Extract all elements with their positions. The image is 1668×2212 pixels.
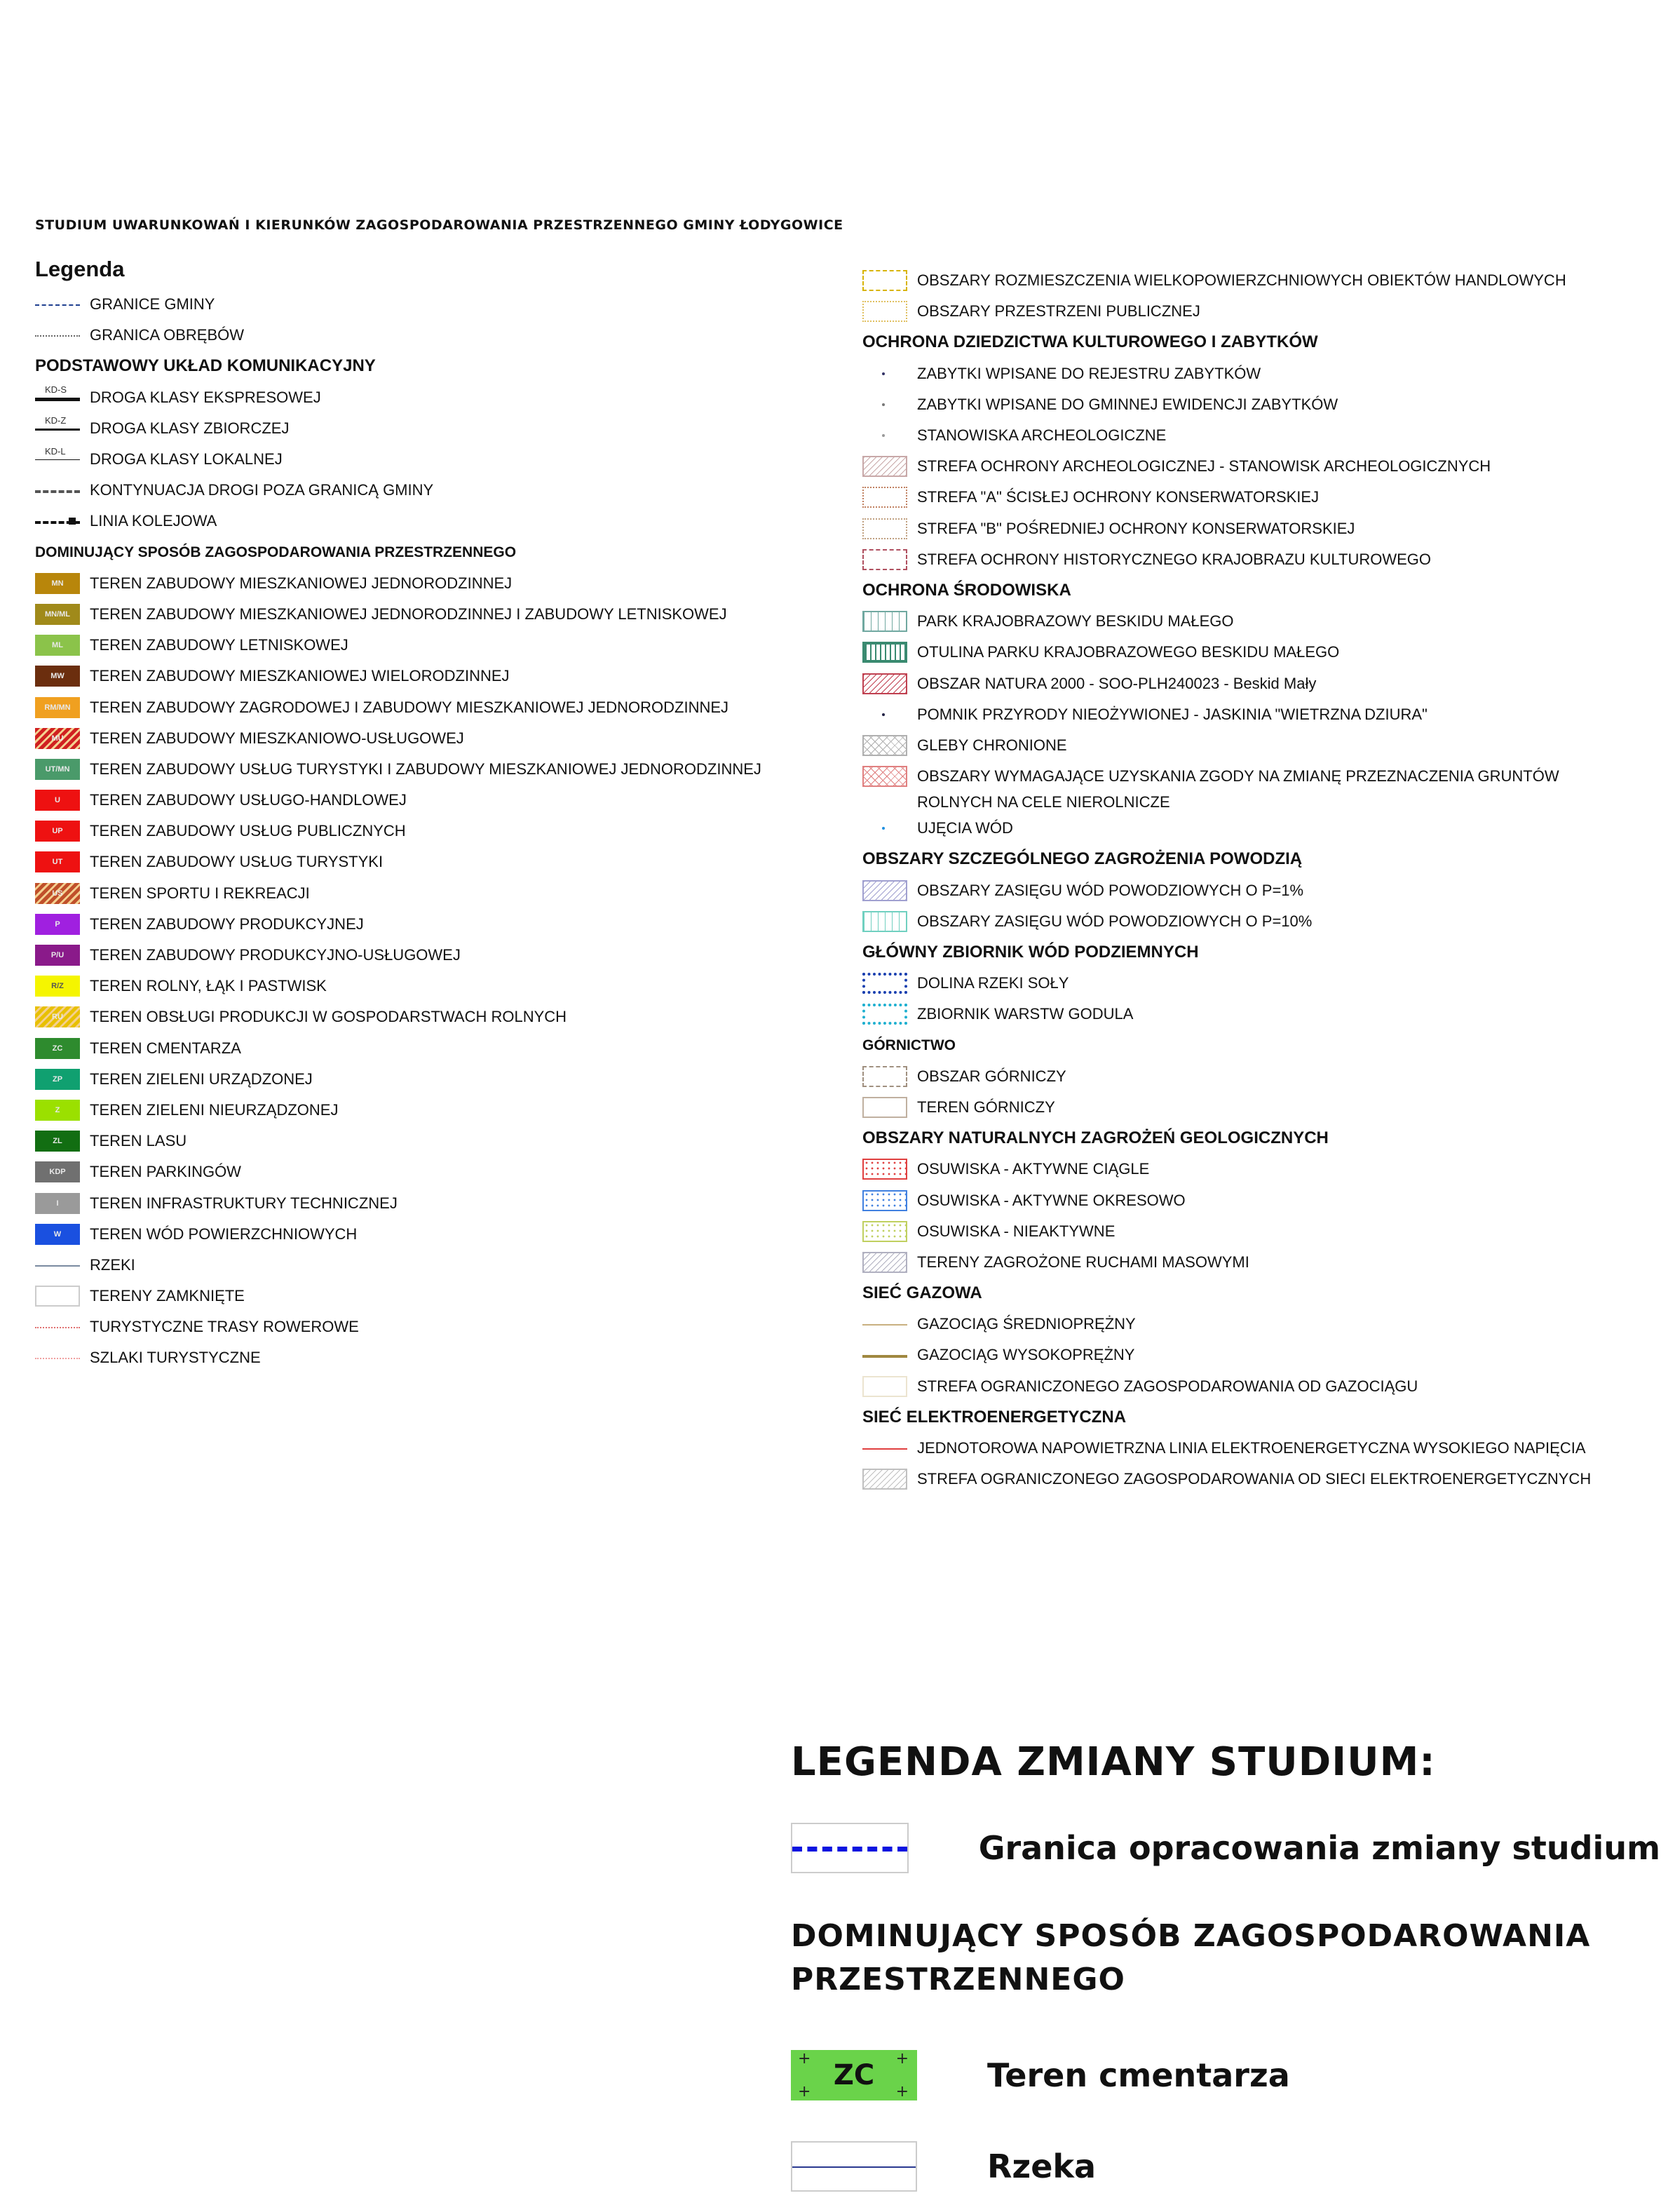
section-heading-landuse: DOMINUJĄCY SPOSÓB ZAGOSPODAROWANIA PRZESTRZENNEGO	[35, 544, 517, 560]
landuse-code: ML	[52, 641, 63, 650]
legend-item-landuse	[35, 1187, 841, 1218]
legend-item-label: STREFA OGRANICZONEGO ZAGOSPODAROWANIA OD SIECI ELEKTROENERGETYCZNYCH	[917, 1470, 1592, 1488]
legend-item-label: STREFA "B" POŚREDNIEJ OCHRONY KONSERWATORSKIEJ	[917, 519, 1355, 537]
change-river-row	[791, 2121, 1660, 2212]
landuse-swatch	[35, 790, 80, 811]
legend-item	[862, 1247, 1662, 1278]
legend-swatch	[862, 1252, 907, 1273]
legend-swatch	[35, 325, 80, 346]
legend-item	[862, 451, 1662, 482]
legend-item-road	[35, 475, 841, 506]
legend-swatch	[862, 394, 907, 415]
legend-item-label: RZEKI	[90, 1255, 135, 1274]
legend-item-label: STREFA OGRANICZONEGO ZAGOSPODAROWANIA OD GAZOCIĄGU	[917, 1377, 1418, 1395]
landuse-code: UT	[52, 858, 63, 867]
landuse-code: W	[53, 1229, 62, 1239]
legend-item-label: OBSZARY PRZESTRZENI PUBLICZNEJ	[917, 302, 1200, 321]
section-heading: OBSZARY NATURALNYCH ZAGROŻEŃ GEOLOGICZNYCH	[862, 1128, 1329, 1148]
section-heading: SIEĆ ELEKTROENERGETYCZNA	[862, 1407, 1127, 1427]
landuse-code: ZP	[52, 1074, 63, 1084]
legend-item-label: DOLINA RZEKI SOŁY	[917, 974, 1069, 992]
landuse-swatch	[35, 883, 80, 904]
legend-item	[862, 761, 1662, 792]
legend-swatch	[35, 1286, 80, 1307]
legend-swatch	[862, 911, 907, 932]
legend-item-road	[35, 413, 841, 444]
legend-item-landuse	[35, 754, 841, 785]
legend-item-label: GAZOCIĄG ŚREDNIOPRĘŻNY	[917, 1315, 1136, 1333]
legend-swatch	[862, 363, 907, 384]
legend-item	[862, 813, 1662, 844]
landuse-swatch	[35, 1100, 80, 1121]
legend-item-road	[35, 382, 841, 413]
legend-item-label: TEREN ROLNY, ŁĄK I PASTWISK	[90, 977, 327, 995]
legend-item-label: OSUWISKA - AKTYWNE OKRESOWO	[917, 1191, 1186, 1209]
legend-item-label: OBSZAR NATURA 2000 - SOO-PLH240023 - Beskid Mały	[917, 674, 1317, 692]
legend-item-other	[35, 1250, 841, 1281]
legend-item	[862, 1340, 1662, 1370]
legend-item	[862, 1309, 1662, 1340]
legend-swatch	[862, 1097, 907, 1118]
section-heading: OCHRONA DZIEDZICTWA KULTUROWEGO I ZABYTKÓW	[862, 332, 1318, 352]
legend-item	[862, 1216, 1662, 1247]
plus-icon: +	[895, 2050, 909, 2068]
road-swatch	[35, 480, 80, 501]
landuse-code: ZC	[52, 1044, 63, 1053]
legend-item-landuse	[35, 568, 841, 599]
legend-item-label: UJĘCIA WÓD	[917, 819, 1013, 837]
cemetery-label: Teren cmentarza	[987, 2056, 1290, 2094]
section-heading: GÓRNICTWO	[862, 1037, 956, 1053]
legend-item-landuse	[35, 692, 841, 722]
road-code: KD-S	[45, 384, 67, 395]
legend-item-label: STREFA OCHRONY ARCHEOLOGICZNEJ - STANOWISK ARCHEOLOGICZNYCH	[917, 457, 1491, 476]
legend-item-label: OBSZARY ZASIĘGU WÓD POWODZIOWYCH O P=1%	[917, 881, 1304, 899]
legend-item	[862, 606, 1662, 637]
legend-swatch	[862, 1314, 907, 1335]
landuse-swatch	[35, 821, 80, 842]
landuse-swatch	[35, 666, 80, 687]
legend-item-label: TEREN ZABUDOWY LETNISKOWEJ	[90, 636, 348, 654]
legend-item	[862, 1154, 1662, 1185]
legend-item-label: TEREN SPORTU I REKREACJI	[90, 884, 310, 902]
legend-item	[862, 420, 1662, 451]
legend-item-label: OTULINA PARKU KRAJOBRAZOWEGO BESKIDU MAŁEGO	[917, 643, 1340, 661]
legend-item-road	[35, 444, 841, 475]
legend-swatch	[862, 425, 907, 446]
legend-swatch	[862, 704, 907, 725]
legend-item-label: DROGA KLASY LOKALNEJ	[90, 450, 283, 468]
legend-item-label: TEREN OBSŁUGI PRODUKCJI W GOSPODARSTWACH ROLNYCH	[90, 1008, 567, 1026]
legend-item-landuse	[35, 661, 841, 692]
legend-item-label: TEREN ZABUDOWY PRODUKCYJNEJ	[90, 915, 364, 933]
landuse-swatch	[35, 1161, 80, 1182]
legend-swatch	[862, 1469, 907, 1490]
legend-item-label: OBSZARY ROZMIESZCZENIA WIELKOPOWIERZCHNIOWYCH OBIEKTÓW HANDLOWYCH	[917, 271, 1566, 290]
legend-item-label: TEREN INFRASTRUKTURY TECHNICZNEJ	[90, 1194, 398, 1212]
legend-swatch	[862, 735, 907, 756]
legend-item-landuse	[35, 1219, 841, 1250]
landuse-swatch	[35, 976, 80, 997]
legend-swatch	[862, 270, 907, 291]
legend-item	[862, 906, 1662, 937]
legend-item-label: TERENY ZAMKNIĘTE	[90, 1287, 245, 1305]
landuse-swatch	[35, 635, 80, 656]
legend-item-label: OBSZARY WYMAGAJĄCE UZYSKANIA ZGODY NA ZMIANĘ PRZEZNACZENIA GRUNTÓW	[917, 767, 1559, 785]
legend-swatch	[862, 880, 907, 901]
legend-item-label: LINIA KOLEJOWA	[90, 512, 217, 530]
legend-left-column	[35, 254, 841, 1374]
legend-item-label: OSUWISKA - AKTYWNE CIĄGLE	[917, 1160, 1150, 1178]
legend-item-label: TEREN ZABUDOWY MIESZKANIOWEJ JEDNORODZINNEJ	[90, 574, 513, 592]
legend-swatch	[35, 1347, 80, 1368]
cemetery-code: ZC	[833, 2059, 875, 2091]
road-swatch	[35, 511, 80, 532]
legend-item-label: TEREN LASU	[90, 1132, 187, 1150]
landuse-code: ZL	[53, 1137, 62, 1146]
landuse-swatch	[35, 697, 80, 718]
legend-item-label: GRANICE GMINY	[90, 295, 215, 313]
landuse-code: UP	[52, 827, 63, 836]
legend-item-label: ROLNYCH NA CELE NIEROLNICZE	[917, 793, 1170, 811]
legend-swatch	[35, 1255, 80, 1276]
change-legend	[791, 1739, 1660, 2212]
legend-item-landuse	[35, 909, 841, 940]
legend-item-landuse	[35, 1033, 841, 1064]
landuse-code: P/U	[50, 951, 65, 960]
road-code: KD-L	[45, 446, 66, 457]
legend-item-label: JEDNOTOROWA NAPOWIETRZNA LINIA ELEKTROENERGETYCZNA WYSOKIEGO NAPIĘCIA	[917, 1439, 1586, 1457]
legend-item	[862, 1433, 1662, 1464]
section-heading-transport: PODSTAWOWY UKŁAD KOMUNIKACYJNY	[35, 356, 376, 376]
landuse-code: Z	[55, 1105, 60, 1114]
legend-swatch	[862, 673, 907, 694]
legend-swatch	[862, 1190, 907, 1211]
landuse-code: U	[55, 796, 60, 805]
legend-item-label: PARK KRAJOBRAZOWY BESKIDU MAŁEGO	[917, 612, 1234, 630]
legend-item	[862, 999, 1662, 1030]
legend-swatch	[862, 766, 907, 787]
section-heading: GŁÓWNY ZBIORNIK WÓD PODZIEMNYCH	[862, 942, 1199, 962]
landuse-code: UT/MN	[45, 764, 70, 774]
legend-swatch	[862, 456, 907, 477]
legend-item-label: TEREN WÓD POWIERZCHNIOWYCH	[90, 1225, 358, 1243]
landuse-swatch	[35, 851, 80, 872]
legend-item-landuse	[35, 1156, 841, 1187]
legend-swatch	[862, 1221, 907, 1242]
legend-swatch	[862, 611, 907, 632]
legend-item-landuse	[35, 878, 841, 909]
plus-icon: +	[798, 2050, 811, 2068]
legend-item-other	[35, 1342, 841, 1373]
legend-swatch	[862, 487, 907, 508]
legend-item-landuse	[35, 1002, 841, 1032]
landuse-swatch	[35, 604, 80, 625]
legend-item-continuation	[862, 792, 1662, 813]
landuse-swatch	[35, 1006, 80, 1027]
landuse-swatch	[35, 1224, 80, 1245]
legend-swatch	[862, 1344, 907, 1365]
legend-item	[862, 389, 1662, 420]
landuse-code: RM/MN	[44, 703, 71, 712]
legend-item-landuse	[35, 971, 841, 1002]
change-boundary-row	[791, 1802, 1660, 1894]
landuse-code: US	[52, 889, 63, 898]
legend-item-label: TEREN ZIELENI URZĄDZONEJ	[90, 1070, 313, 1088]
legend-swatch	[862, 549, 907, 570]
legend-swatch	[862, 1376, 907, 1397]
legend-item-label: OBSZAR GÓRNICZY	[917, 1067, 1066, 1085]
legend-right-column	[862, 265, 1662, 1495]
legend-item	[862, 265, 1662, 296]
legend-item-landuse	[35, 1126, 841, 1156]
legend-swatch	[862, 642, 907, 663]
legend-item	[862, 1464, 1662, 1495]
cemetery-swatch	[791, 2050, 917, 2100]
landuse-code: KDP	[49, 1168, 66, 1177]
legend-item-label: STANOWISKA ARCHEOLOGICZNE	[917, 426, 1167, 445]
legend-swatch	[862, 973, 907, 994]
road-swatch	[35, 414, 80, 439]
legend-item-landuse	[35, 1064, 841, 1095]
landuse-swatch	[35, 1038, 80, 1059]
legend-item-label: SZLAKI TURYSTYCZNE	[90, 1349, 261, 1367]
legend-item-label: STREFA OCHRONY HISTORYCZNEGO KRAJOBRAZU KULTUROWEGO	[917, 550, 1432, 568]
landuse-code: P	[55, 919, 60, 929]
plus-icon: +	[798, 2083, 811, 2100]
legend-item-landuse	[35, 816, 841, 847]
legend-item-label: STREFA "A" ŚCISŁEJ OCHRONY KONSERWATORSKIEJ	[917, 488, 1320, 506]
legend-item-label: KONTYNUACJA DROGI POZA GRANICĄ GMINY	[90, 481, 434, 499]
landuse-swatch	[35, 728, 80, 749]
legend-item	[862, 358, 1662, 389]
legend-swatch	[862, 818, 907, 839]
legend-item-other	[35, 1311, 841, 1342]
legend-item-label: TEREN ZABUDOWY USŁUG TURYSTYKI I ZABUDOWY MIESZKANIOWEJ JEDNORODZINNEJ	[90, 760, 761, 778]
legend-item-boundary	[35, 320, 841, 351]
spacer	[862, 802, 907, 803]
legend-item	[862, 1061, 1662, 1092]
legend-item-label: DROGA KLASY ZBIORCZEJ	[90, 419, 290, 437]
legend-item	[862, 1185, 1662, 1215]
legend-item	[862, 296, 1662, 327]
legend-item	[862, 875, 1662, 906]
legend-swatch	[35, 294, 80, 315]
legend-item-landuse	[35, 785, 841, 816]
section-heading: SIEĆ GAZOWA	[862, 1283, 982, 1302]
legend-item-landuse	[35, 940, 841, 971]
legend-item-label: TERENY ZAGROŻONE RUCHAMI MASOWYMI	[917, 1253, 1249, 1271]
legend-item	[862, 482, 1662, 513]
landuse-swatch	[35, 1069, 80, 1090]
legend-item-label: TEREN PARKINGÓW	[90, 1163, 241, 1181]
landuse-code: MW	[50, 672, 65, 681]
legend-item	[862, 637, 1662, 668]
legend-swatch	[862, 1066, 907, 1087]
legend-item	[862, 1371, 1662, 1402]
legend-item	[862, 544, 1662, 575]
road-code: KD-Z	[45, 414, 67, 426]
legend-item-label: GAZOCIĄG WYSOKOPRĘŻNY	[917, 1346, 1135, 1364]
legend-item-label: TEREN ZABUDOWY ZAGRODOWEJ I ZABUDOWY MIESZKANIOWEJ JEDNORODZINNEJ	[90, 698, 729, 716]
legend-item-label: TEREN GÓRNICZY	[917, 1098, 1055, 1116]
legend-item-label: ZABYTKI WPISANE DO REJESTRU ZABYTKÓW	[917, 364, 1261, 382]
change-boundary-label: Granica opracowania zmiany studium	[978, 1829, 1660, 1867]
section-heading: OBSZARY SZCZEGÓLNEGO ZAGROŻENIA POWODZIĄ	[862, 849, 1303, 869]
landuse-swatch	[35, 914, 80, 935]
landuse-code: MU	[51, 734, 64, 743]
legend-item-label: TEREN ZABUDOWY MIESZKANIOWEJ WIELORODZINNEJ	[90, 667, 510, 685]
legend-item-label: ZABYTKI WPISANE DO GMINNEJ EWIDENCJI ZABYTKÓW	[917, 395, 1338, 413]
legend-item-label: TEREN ZABUDOWY USŁUG TURYSTYKI	[90, 853, 384, 871]
section-heading: OCHRONA ŚRODOWISKA	[862, 580, 1071, 600]
landuse-swatch	[35, 945, 80, 966]
plus-icon: +	[895, 2083, 909, 2100]
legend-swatch	[862, 1004, 907, 1025]
road-swatch	[35, 384, 80, 408]
legend-item	[862, 1092, 1662, 1123]
landuse-swatch	[35, 1193, 80, 1214]
legend-item-boundary	[35, 289, 841, 320]
landuse-code: RU	[52, 1013, 63, 1022]
landuse-code: MN/ML	[44, 609, 71, 619]
legend-item-label: TEREN ZABUDOWY USŁUGO-HANDLOWEJ	[90, 791, 407, 809]
legend-item-label: TEREN ZABUDOWY MIESZKANIOWO-USŁUGOWEJ	[90, 729, 464, 747]
legend-swatch	[862, 1159, 907, 1180]
legend-item-label: TEREN ZABUDOWY PRODUKCYJNO-USŁUGOWEJ	[90, 946, 461, 964]
legend-item-label: TEREN ZABUDOWY MIESZKANIOWEJ JEDNORODZINNEJ I ZABUDOWY LETNISKOWEJ	[90, 605, 727, 623]
legend-item-label: TEREN ZIELENI NIEURZĄDZONEJ	[90, 1100, 339, 1119]
legend-item-label: OSUWISKA - NIEAKTYWNE	[917, 1222, 1116, 1240]
legend-title: Legenda	[35, 257, 125, 281]
river-label: Rzeka	[987, 2147, 1097, 2185]
legend-item-landuse	[35, 599, 841, 630]
landuse-code: I	[56, 1199, 59, 1208]
legend-item-landuse	[35, 1095, 841, 1126]
legend-item-label: GRANICA OBRĘBÓW	[90, 326, 245, 344]
landuse-code: MN	[51, 579, 64, 588]
legend-item-label: GLEBY CHRONIONE	[917, 736, 1067, 754]
legend-item-landuse	[35, 630, 841, 661]
legend-item-label: TEREN CMENTARZA	[90, 1039, 241, 1057]
change-boundary-swatch	[791, 1823, 909, 1873]
document-title: STUDIUM UWARUNKOWAŃ I KIERUNKÓW ZAGOSPODAROWANIA PRZESTRZENNEGO GMINY ŁODYGOWICE	[35, 217, 843, 233]
legend-item-label: OBSZARY ZASIĘGU WÓD POWODZIOWYCH O P=10%	[917, 912, 1313, 930]
landuse-swatch	[35, 759, 80, 780]
legend-item	[862, 668, 1662, 699]
legend-swatch	[862, 301, 907, 322]
legend-swatch	[862, 1438, 907, 1459]
legend-item-road	[35, 506, 841, 537]
legend-item	[862, 968, 1662, 999]
legend-item-label: POMNIK PRZYRODY NIEOŻYWIONEJ - JASKINIA "WIETRZNA DZIURA"	[917, 705, 1428, 723]
river-swatch	[791, 2141, 917, 2192]
legend-item-label: ZBIORNIK WARSTW GODULA	[917, 1005, 1134, 1023]
legend-item-landuse	[35, 723, 841, 754]
change-legend-title: LEGENDA ZMIANY STUDIUM:	[791, 1739, 1436, 1785]
road-swatch	[35, 446, 80, 470]
legend-item	[862, 513, 1662, 544]
legend-swatch	[35, 1316, 80, 1337]
legend-item-label: TURYSTYCZNE TRASY ROWEROWE	[90, 1318, 359, 1336]
change-cemetery-row	[791, 2030, 1660, 2121]
legend-swatch	[862, 518, 907, 539]
landuse-swatch	[35, 1131, 80, 1152]
legend-item-other	[35, 1281, 841, 1311]
legend-item-label: DROGA KLASY EKSPRESOWEJ	[90, 388, 321, 406]
landuse-swatch	[35, 573, 80, 594]
change-section-heading: DOMINUJĄCY SPOSÓB ZAGOSPODAROWANIA PRZESTRZENNEGO	[791, 1918, 1591, 1997]
landuse-code: R/Z	[51, 982, 64, 991]
legend-item	[862, 699, 1662, 730]
legend-item-label: TEREN ZABUDOWY USŁUG PUBLICZNYCH	[90, 822, 406, 840]
legend-item-landuse	[35, 847, 841, 877]
legend-item	[862, 730, 1662, 761]
